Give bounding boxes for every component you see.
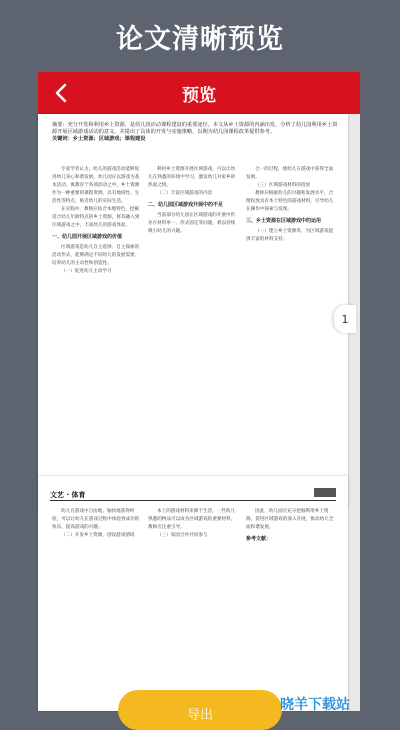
section-heading: 二、幼儿园区域游戏开展中的不足: [148, 202, 224, 208]
section-heading: 一、幼儿园开展区域游戏的价值: [52, 234, 123, 240]
references-heading: 参考文献：: [246, 536, 272, 542]
paragraph: （一）建立乡土资源库，为区域游戏提供丰富的材料支持。: [246, 229, 334, 242]
page1-column-3: [246, 166, 336, 486]
abstract: [52, 122, 338, 144]
section-heading: 三、乡土资源在区域游戏中的运用: [246, 218, 322, 224]
paragraph: （二）开发乡土资源，创设游戏情境: [61, 533, 135, 538]
paragraph: 教师应根据幼儿的兴趣和发展水平，合理投放具有本土特色的游戏材料，引导幼儿在操作中探索与发现。: [246, 191, 334, 212]
paragraph: 本土的游戏材料来源于生活，一些幼儿熟悉的物品可以成为区域游戏的重要材料，教师应注重引导。: [148, 509, 236, 530]
paragraph: 区域游戏是幼儿自主选择、自主探索的活动形式，能够满足不同幼儿的发展需要，培养幼儿的主动性和创造性。: [52, 245, 140, 266]
paragraph: （三）区域游戏材料的投放: [255, 183, 311, 188]
abstract-text: 摘要：充分开发和利用乡土资源，是幼儿园活动课程建设的重要途径。本文从乡土资源的内涵出发，分析了幼儿园利用乡土资源开展区域游戏活动的意义，并提出了具体的开发与实施策略，以期为幼儿园课程改革提供参考。: [52, 122, 338, 136]
document-page-2[interactable]: [38, 476, 348, 711]
paragraph: 在实践中，教师应结合本地特色，挖掘适合幼儿年龄特点的乡土资源，将其融入到区域游戏之中，丰富幼儿的游戏体验。: [52, 207, 140, 228]
journal-logo: [314, 488, 336, 497]
keywords-text: 关键词：乡土资源；区域游戏；课程建设: [52, 136, 146, 143]
paragraph: 因此，幼儿园应充分挖掘利用乡土资源，促进区域游戏的深入开展，推动幼儿全面和谐发展。: [246, 509, 334, 530]
paragraph: 合一的过程，使幼儿在游戏中获得全面发展。: [246, 167, 334, 180]
top-bar: [38, 72, 360, 114]
document-page-1[interactable]: [38, 114, 348, 509]
banner-title: 论文清晰预览: [116, 23, 284, 55]
page1-column-1: [52, 166, 140, 476]
section-divider: [50, 500, 336, 501]
paragraph: （一）促进幼儿主动学习: [61, 269, 112, 274]
phone-screen: [38, 72, 360, 711]
page-indicator[interactable]: 1: [334, 305, 356, 333]
paragraph: （二）丰富区域游戏的内容: [157, 191, 213, 196]
page-title: 预览: [182, 85, 216, 106]
paragraph: （三）家园合作共同参与: [157, 533, 208, 538]
paragraph: 幼儿在游戏中自由地、愉快地获得经验，可以让幼儿在游戏过程中体验到成功的快乐，提高游戏的兴趣。: [52, 509, 140, 530]
export-button[interactable]: 导出: [118, 690, 282, 730]
page2-column-3: [246, 508, 336, 708]
section-title: 文艺 · 体育: [50, 491, 86, 499]
chevron-left-icon: [54, 83, 68, 103]
back-button[interactable]: [46, 78, 76, 108]
page2-column-1: [52, 508, 140, 708]
paragraph: 专家学者认为，幼儿的游戏活动能够促进幼儿身心和谐发展，幼儿园应以游戏为基本活动，寓教育于各项活动之中。乡土资源作为一种重要的课程资源，具有地域性、生活性等特点，贴近幼儿的实际生活。: [52, 167, 140, 204]
paragraph: 利用乡土资源开展区域游戏，可以让幼儿在熟悉的环境中学习，激发幼儿对家乡的热爱之情。: [148, 167, 236, 188]
paragraph: 当前部分幼儿园在区域游戏的开展中仍存在材料单一、形式固定等问题，难以持续吸引幼儿的兴趣。: [148, 213, 236, 234]
page1-column-2: [148, 166, 238, 486]
page2-column-2: [148, 508, 238, 708]
watermark-logo: 晓羊下载站: [280, 697, 350, 713]
